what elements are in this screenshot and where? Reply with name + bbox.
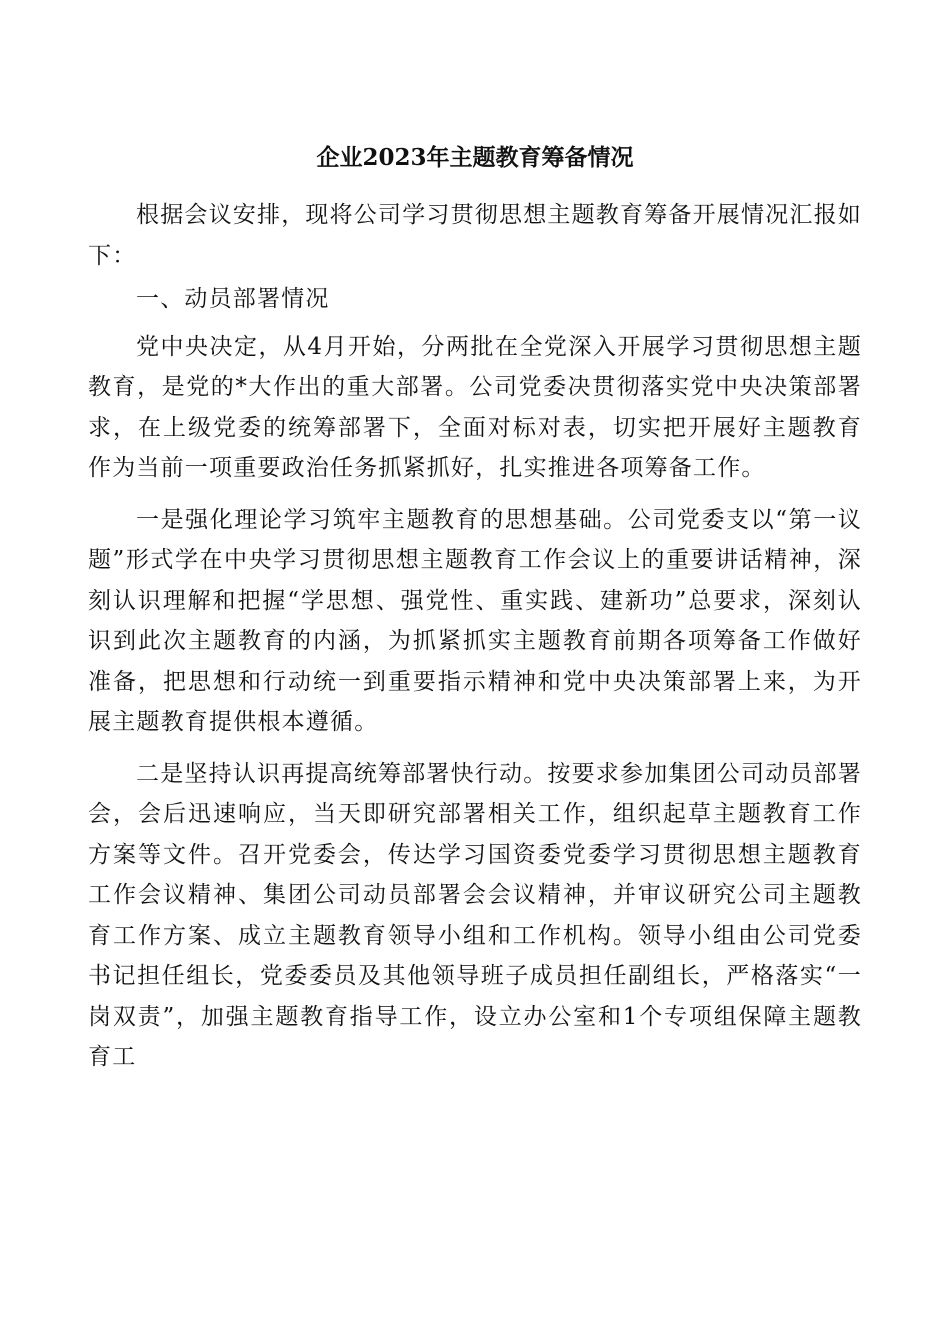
- document-title: 企业2023年主题教育筹备情况: [316, 144, 634, 171]
- section-heading: 一、动员部署情况: [136, 286, 330, 312]
- body-paragraph: 二是坚持认识再提高统筹部署快行动。按要求参加集团公司动员部署会，会后迅速响应，当天即研究部署相关工作，组织起草主题教育工作方案等文件。召开党委会，传达学习国资委党委学习贯彻思想主题教育工作会议精神、集团公司动员部署会会议精神，并审议研究公司主题教育工作方案、成立主题教育领导小组和工作机构。领导小组由公司党委书记担任组长，党委委员及其他领导班子成员担任副组长，严格落实“一岗双责”，加强主题教育指导工作，设立办公室和1个专项组保障主题教育工: [88, 760, 862, 1070]
- body-paragraph: 一是强化理论学习筑牢主题教育的思想基础。公司党委支以“第一议题”形式学在中央学习贯彻思想主题教育工作会议上的重要讲话精神，深刻认识理解和把握“学思想、强党性、重实践、建新功”总要求，深刻认识到此次主题教育的内涵，为抓紧抓实主题教育前期各项筹备工作做好准备，把思想和行动统一到重要指示精神和党中央决策部署上来，为开展主题教育提供根本遵循。: [88, 506, 862, 735]
- body-paragraph: 党中央决定，从4月开始，分两批在全党深入开展学习贯彻思想主题教育，是党的*大作出的重大部署。公司党委决贯彻落实党中央决策部署求，在上级党委的统筹部署下，全面对标对表，切实把开展好主题教育作为当前一项重要政治任务抓紧抓好，扎实推进各项筹备工作。: [88, 333, 862, 481]
- document-body: [88, 195, 862, 1081]
- intro-paragraph: 根据会议安排，现将公司学习贯彻思想主题教育筹备开展情况汇报如下：: [88, 202, 862, 269]
